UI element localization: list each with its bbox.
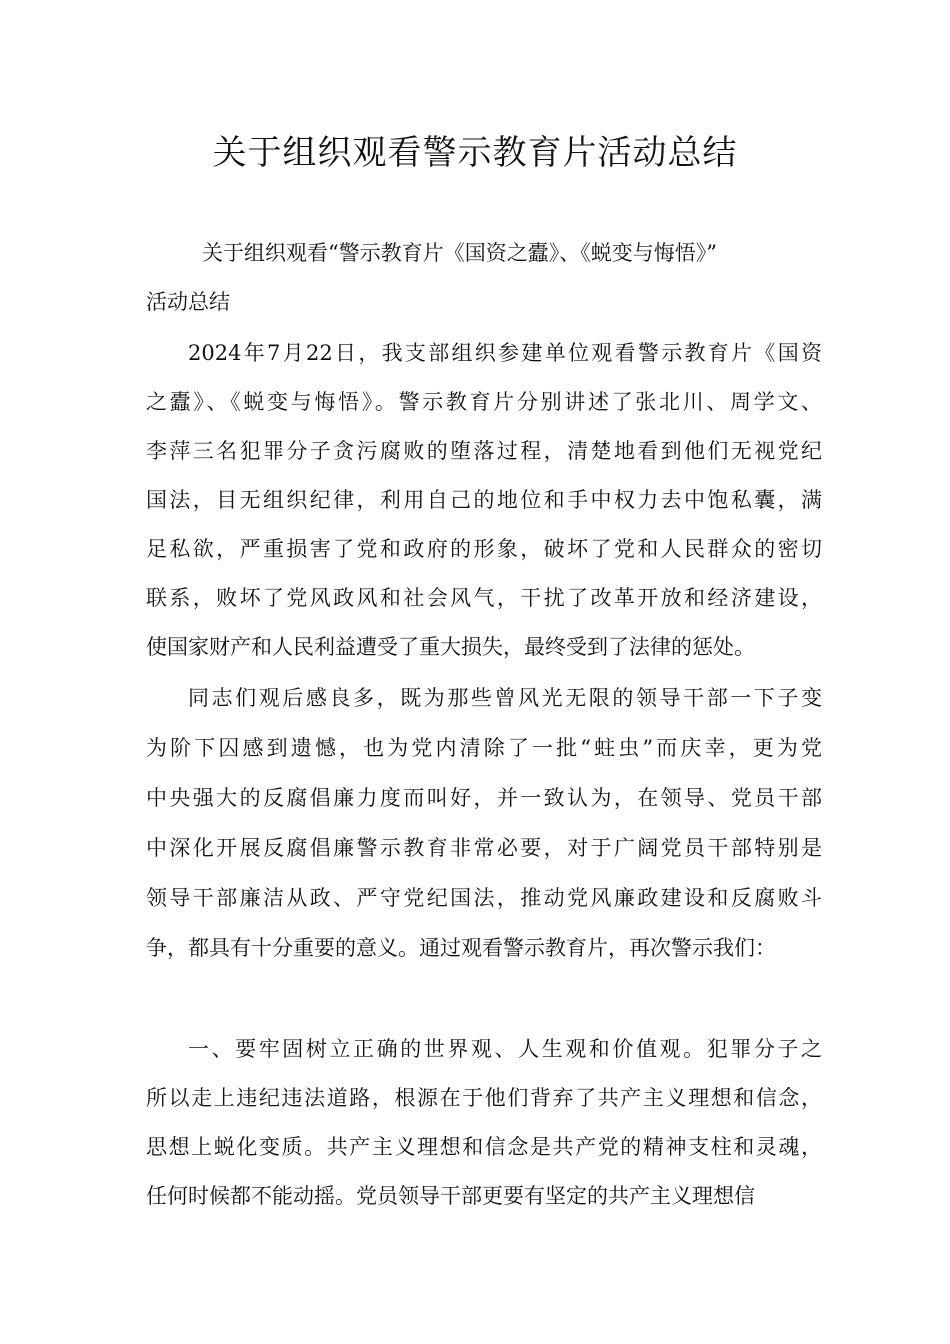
paragraph-line: 联系，败坏了党风政风和社会风气，干扰了改革开放和经济建设， <box>146 586 822 610</box>
paragraph-line: 为阶下囚感到遗憾，也为党内清除了一批“蛀虫”而庆幸，更为党 <box>146 736 822 760</box>
paragraph-line: 一、要牢固树立正确的世界观、人生观和价值观。犯罪分子之 <box>188 1037 822 1061</box>
paragraph-line: 李萍三名犯罪分子贪污腐败的堕落过程，清楚地看到他们无视党纪 <box>146 439 822 463</box>
paragraph-line: 争，都具有十分重要的意义。通过观看警示教育片，再次警示我们： <box>146 936 776 960</box>
paragraph-line: 2024年7月22日，我支部组织参建单位观看警示教育片《国资 <box>188 341 822 365</box>
paragraph-line: 关于组织观看“警示教育片《国资之蠹》、《蜕变与悔悟》” <box>202 241 717 265</box>
paragraph-line: 国法，目无组织纪律，利用自己的地位和手中权力去中饱私囊，满 <box>146 488 822 512</box>
paragraph-line: 思想上蜕化变质。共产主义理想和信念是共产党的精神支柱和灵魂， <box>146 1135 822 1159</box>
paragraph-line: 任何时候都不能动摇。党员领导干部更要有坚定的共产主义理想信 <box>146 1184 755 1208</box>
document-title: 关于组织观看警示教育片活动总结 <box>212 133 738 173</box>
paragraph-line: 活动总结 <box>146 290 230 314</box>
paragraph-line: 中深化开展反腐倡廉警示教育非常必要，对于广阔党员干部特别是 <box>146 836 822 860</box>
paragraph-line: 所以走上违纪违法道路，根源在于他们背弃了共产主义理想和信念， <box>146 1086 822 1110</box>
paragraph-line: 足私欲，严重损害了党和政府的形象，破坏了党和人民群众的密切 <box>146 537 822 561</box>
paragraph-line: 同志们观后感良多，既为那些曾风光无限的领导干部一下子变 <box>188 686 822 710</box>
paragraph-line: 领导干部廉洁从政、严守党纪国法，推动党风廉政建设和反腐败斗 <box>146 886 822 910</box>
paragraph-line: 之蠹》、《蜕变与悔悟》。警示教育片分别讲述了张北川、周学文、 <box>146 390 822 414</box>
paragraph-line: 中央强大的反腐倡廉力度而叫好，并一致认为，在领导、党员干部 <box>146 786 822 810</box>
paragraph-line: 使国家财产和人民利益遭受了重大损失，最终受到了法律的惩处。 <box>146 635 755 659</box>
